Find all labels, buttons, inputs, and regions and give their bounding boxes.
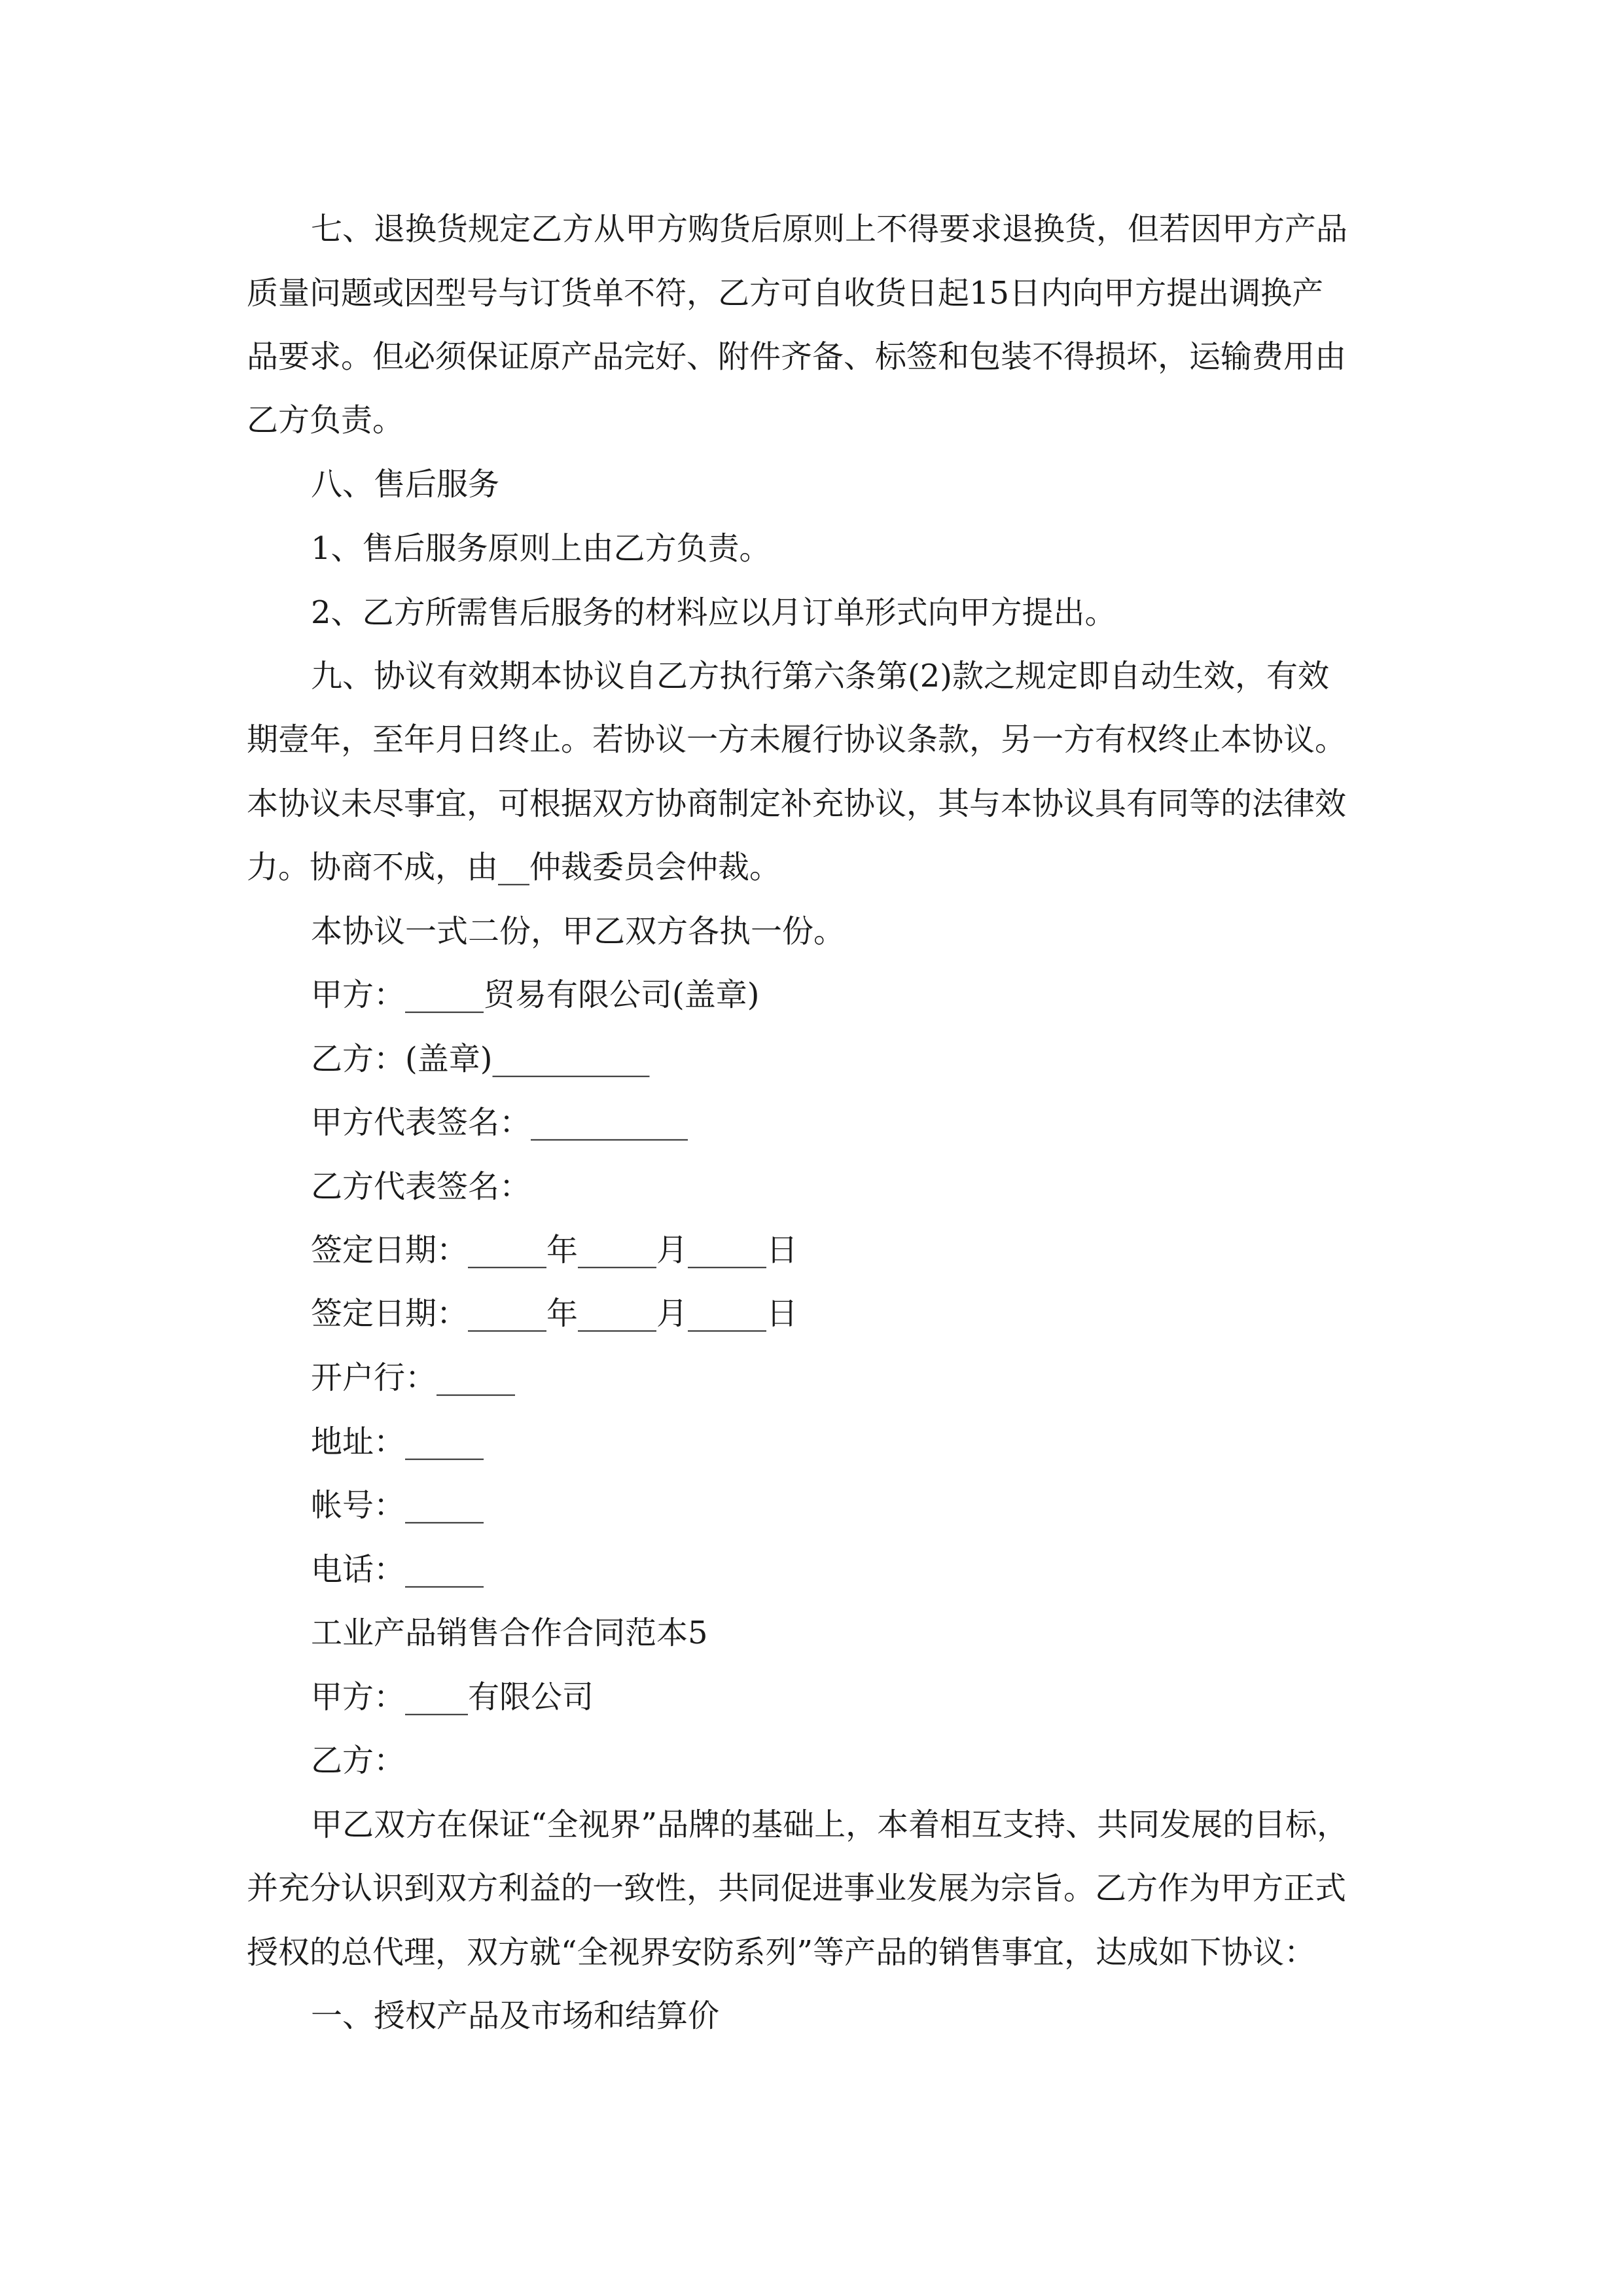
clause-7-line-3: 品要求。但必须保证原产品完好、附件齐备、标签和包装不得损坏，运输费用由 xyxy=(247,338,1347,375)
clause-9-line-3: 本协议未尽事宜，可根据双方协商制定补充协议，其与本协议具有同等的法律效 xyxy=(247,785,1347,822)
after-sales-item-1: 1、售后服务原则上由乙方负责。 xyxy=(311,530,771,567)
party-a-rep-signature: 甲方代表签名：__________ xyxy=(311,1104,688,1141)
party-a-field: 甲方：_____贸易有限公司(盖章) xyxy=(311,977,760,1013)
signing-date-1: 签定日期：_____年_____月_____日 xyxy=(311,1232,798,1268)
party-b-rep-signature: 乙方代表签名： xyxy=(311,1168,531,1205)
copies-statement: 本协议一式二份，甲乙双方各执一份。 xyxy=(311,913,846,950)
party-b-field: 乙方：(盖章)__________ xyxy=(311,1041,650,1077)
address-field: 地址：_____ xyxy=(311,1424,484,1460)
clause-9-line-2: 期壹年，至年月日终止。若协议一方未履行协议条款，另一方有权终止本协议。 xyxy=(247,721,1347,758)
clause-9-line-1: 九、协议有效期本协议自乙方执行第六条第(2)款之规定即自动生效，有效 xyxy=(311,658,1329,694)
clause-7-line-1: 七、退换货规定乙方从甲方购货后原则上不得要求退换货，但若因甲方产品 xyxy=(311,211,1348,247)
party-a-company: 甲方：____有限公司 xyxy=(311,1679,594,1715)
contract-title: 工业产品销售合作合同范本5 xyxy=(311,1615,708,1651)
section-heading-after-sales: 八、售后服务 xyxy=(311,466,500,503)
account-field: 帐号：_____ xyxy=(311,1487,484,1524)
clause-7-line-2: 质量问题或因型号与订货单不符，乙方可自收货日起15日内向甲方提出调换产 xyxy=(247,275,1324,312)
preamble-line-1: 甲乙双方在保证“全视界”品牌的基础上，本着相互支持、共同发展的目标， xyxy=(311,1806,1349,1843)
clause-9-line-4: 力。协商不成，由__仲裁委员会仲裁。 xyxy=(247,849,781,886)
clause-7-line-4: 乙方负责。 xyxy=(247,402,404,439)
signing-date-2: 签定日期：_____年_____月_____日 xyxy=(311,1295,798,1332)
preamble-line-3: 授权的总代理，双方就“全视界安防系列”等产品的销售事宜，达成如下协议： xyxy=(247,1934,1316,1971)
phone-field: 电话：_____ xyxy=(311,1551,484,1588)
preamble-line-2: 并充分认识到双方利益的一致性，共同促进事业发展为宗旨。乙方作为甲方正式 xyxy=(247,1870,1347,1907)
section-heading-authorized-products: 一、授权产品及市场和结算价 xyxy=(311,1998,720,2034)
after-sales-item-2: 2、乙方所需售后服务的材料应以月订单形式向甲方提出。 xyxy=(311,594,1116,631)
party-b-label: 乙方： xyxy=(311,1742,406,1779)
bank-field: 开户行：_____ xyxy=(311,1359,516,1396)
